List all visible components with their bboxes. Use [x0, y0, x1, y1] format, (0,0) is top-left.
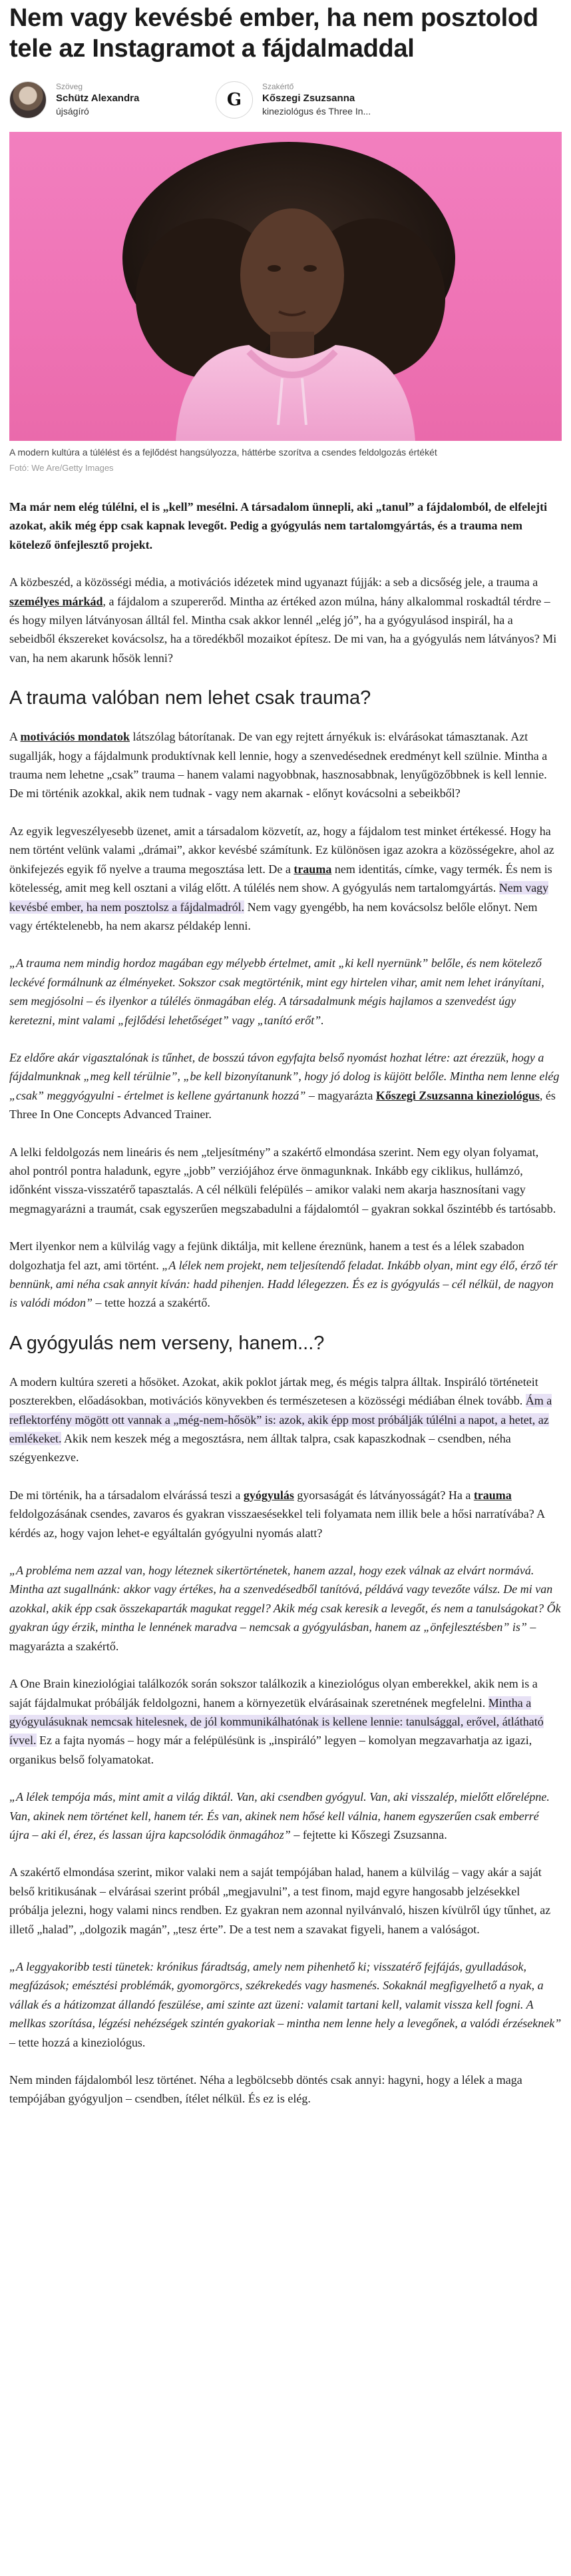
text: látszólag bátorítanak. De van egy rejtett árnyékuk is: elvárásokat támasztanak. Azt sugallják, hogy a fájdalmunk produktívnak kell lennie, hogy a szenvedésednek eredményt kell szülnie. Mintha a trauma nem lehetne „csak” trauma – hanem valami nagyobbnak, hasznosabbnak, lenyűgözőbbnek is kell lennie. De mi történik azokkal, akik nem tudnak - vagy nem akarnak - előnyt kovácsolni a sebeikből?	[9, 730, 548, 801]
paragraph: A szakértő elmondása szerint, mikor valaki nem a saját tempójában halad, hanem a külvilág – vagy akár a saját belső kritikusának – elvárásai szerint próbál „megjavulni”, a test finom, majd egyre hangosabb jelzésekkel próbálja jelezni, hogy valami nincs rendben. Ez gyakran nem azonnal nyilvánvaló, hiszen kívülről úgy tűnhet, az illető „halad”, „dolgozik magán”, „tesz érte”. De a test nem a szavakat figyeli, hanem a valóságot.	[9, 1865, 551, 1936]
author-expert[interactable]	[216, 81, 422, 119]
expert-role: Szakértő	[262, 82, 294, 91]
article-page	[9, 0, 562, 2127]
text: Akik nem keszek még a megosztásra, nem álltak talpra, csak kapaszkodnak – csendben, néha szégyenkezve.	[9, 1432, 511, 1464]
text: A One Brain kineziológiai találkozók során sokszor találkozik a kineziológus olyan emberekkel, akik nem is a saját fájdalmukat próbálják feldolgozni, hanem a környezetük elvárásainak szeretnének megfelelni.	[9, 1677, 538, 1710]
author-name[interactable]: Schütz Alexandra	[56, 93, 140, 104]
paragraph	[9, 1048, 562, 1124]
section-heading: A trauma valóban nem lehet csak trauma?	[9, 687, 371, 709]
paragraph	[9, 573, 562, 667]
text: – fejtette ki Kőszegi Zsuzsanna.	[290, 1827, 447, 1841]
section-heading: A gyógyulás nem verseny, hanem...?	[9, 1332, 325, 1354]
link-gyogyulas[interactable]: gyógyulás	[243, 1488, 294, 1502]
g-logo-icon[interactable]: G	[216, 81, 253, 119]
expert-quote: „A trauma nem mindig hordoz magában egy mélyebb értelmet, amit „ki kell nyernünk” belőle, és nem kötelező leckévé formálnunk az élményeket. Sokszor csak megtörténik, mint egy hirtelen vihar, amit nem lehet irányítani, sem megjósolni – és ilyenkor a túlélés önmagában elég. A társadalmunk mégis hajlamos a szenvedést úgy keretezni, mint valami „fejlődési lehetőséget” vagy „tanító erőt”.	[9, 956, 544, 1027]
author-role: Szöveg	[56, 82, 83, 91]
paragraph	[9, 1373, 562, 1467]
lead-paragraph: Ma már nem elég túlélni, el is „kell” mesélni. A társadalom ünnepli, aki „tanul” a fájdalomból, de elfelejti azokat, akik még épp csak kapnak levegőt. Pedig a gyógyulás nem tartalomgyártás, és a trauma nem kötelező önfejlesztő projekt.	[9, 500, 548, 551]
text: , és Three In One Concepts Advanced Trainer.	[9, 1088, 556, 1122]
image-caption: A modern kultúra a túlélést és a fejlődést hangsúlyozza, háttérbe szorítva a csendes feldolgozás értékét	[9, 447, 437, 458]
quote-text: Ez eldőre akár vigasztalónak is tűnhet, de bosszú távon egyfajta belső nyomást hozhat létre: azt érezzük, hogy a fájdalmunknak „meg kell térülnie”, „be kell bizonyítanunk”, hogy jó dolog is küjött belőle. Mintha nem lenne elég „csak” meggyógyulni - értelmet is kellene gyártanunk hozzá”	[9, 1050, 560, 1102]
text: gyorsaságát és látványosságát? Ha a	[293, 1488, 474, 1502]
text: Ez a fajta nyomás – hogy már a felépülésünk is „inspiráló” legyen – komolyan megzavarhatja az igazi, organikus belső folyamatokat.	[9, 1734, 532, 1766]
paragraph: A lelki feldolgozás nem lineáris és nem „teljesítmény” a szakértő elmondása szerint. Nem egy olyan folyamat, ahol pontról pontra haladunk, egyre „jobb” verziójához érve önmagunknak. Inkább egy ciklikus, hullámzó, időnként vissza-visszatérő tapasztalás. A cél nélküli felépülés – amikor valaki nem akarja hasznosítani vagy megmagyarázni a traumát, csak egyszerűen megszabadulni a fájdalomtól – gyakran sokkal őszintébb és tartósabb.	[9, 1145, 556, 1215]
link-trauma[interactable]: trauma	[293, 862, 332, 876]
text: A modern kultúra szereti a hősöket. Azokat, akik poklot jártak meg, és mégis talpra álltak. Inspiráló történeteit poszterekben, előadásokban, motivációs könyvekben és természetesen a közösségi médiában élnek tovább.	[9, 1375, 538, 1408]
expert-description: kineziológus és Three In...	[262, 106, 371, 117]
article-body	[9, 497, 562, 2108]
quote-text: „A lélek tempója más, mint amit a világ diktál. Van, aki csendben gyógyul. Van, aki visszalép, mielőtt előrelépne. Van, akinek nem történet kell, hanem tér. És van, akinek nem hősé kell válnia, hanem egyszerűen csak emberré újra – aki él, érez, és lassan újra kapcsolódik önmagához”	[9, 1790, 550, 1841]
paragraph	[9, 727, 562, 803]
author-avatar[interactable]	[9, 81, 47, 119]
text: A közbeszéd, a közösségi média, a motivációs idézetek mind ugyanazt fújják: a seb a dicsőség jele, a trauma a	[9, 575, 538, 589]
closing-paragraph: Nem minden fájdalomból lesz történet. Néha a legbölcsebb döntés csak annyi: hagyni, hogy a lélek a maga tempójában gyógyuljon – csendben, ítélet nélkül. És ez is elég.	[9, 2073, 522, 2106]
highlighted-text: Nem vagy kevésbé ember, ha nem posztolsz a fájdalmadról.	[9, 881, 549, 914]
text: Mert ilyenkor nem a külvilág vagy a fejünk diktálja, mit kellene éreznünk, hanem a test és a lélek szabadon dolgozhatja fel azt, ami történt.	[9, 1239, 524, 1272]
text: – tette hozzá a szakértő.	[93, 1296, 210, 1310]
author-writer[interactable]	[9, 81, 216, 119]
article-title: Nem vagy kevésbé ember, ha nem posztolod tele az Instagramot a fájdalmaddal	[9, 4, 538, 63]
paragraph	[9, 1957, 562, 2052]
text: nem identitás, címke, vagy termék. És nem is kötelesség, amit meg kell osztani a világ előtt. A túlélés nem show. A gyógyulás nem tartalomgyártás.	[9, 862, 552, 895]
paragraph	[9, 1561, 562, 1656]
text: , a fájdalom a szupererőd. Mintha az értéked azon múlna, hány alkalommal roskadtál térdre – és hogy milyen látványosan álltál fel. Mintha csak akkor lennél „elég jó”, ha a gyógyulásod inspirál, ha a sebeidből ékszereket kovácsolsz, ha a töredékből mozaikot építesz. De mi van, ha a gyógyulás nem látványos? Mi van, ha nem akarunk hősök lenni?	[9, 594, 557, 665]
text: De mi történik, ha a társadalom elvárássá teszi a	[9, 1488, 244, 1502]
text: – magyarázta	[305, 1088, 376, 1102]
quote-text: „A probléma nem azzal van, hogy léteznek sikertörténetek, hanem azzal, hogy ezek válnak az elvárt normává. Mintha azt sugallnánk: akkor vagy értékes, ha a szenvedésedből tanítóvá, példává vagy tevezőte válsz. De mi van azokkal, akik épp csak összekaparták magukat reggel? Akik még csak keresik a levegőt, és nem a tanulságokat? Ők gyakran úgy érzik, mintha le lennének maradva – nemcsak a gyógyulásban, hanem az „önfejlesztésben” is”	[9, 1564, 561, 1634]
link-szemelyes-markad[interactable]: személyes márkád	[9, 594, 103, 608]
expert-name[interactable]: Kőszegi Zsuzsanna	[262, 93, 355, 104]
link-koszegi-zsuzsanna[interactable]: Kőszegi Zsuzsanna kineziológus	[375, 1088, 540, 1102]
text: Az egyik legveszélyesebb üzenet, amit a társadalom közvetít, az, hogy a fájdalom test minket értékessé. Hogy ha nem történt velünk valami „drámai”, akkor kevésbé számítunk. Ez különösen igaz azokra a közösségekre, ahol az önkifejezés egyik fő nyelve a trauma megosztása lett. De a	[9, 824, 554, 876]
paragraph	[9, 1787, 562, 1844]
hero-image	[9, 132, 562, 441]
paragraph	[9, 1674, 562, 1769]
highlighted-text: Ám a reflektorfény mögött ott vannak a „még-nem-hősök” is: azok, akik épp most próbálják túlélni a napot, a hetet, az emlékeket.	[9, 1394, 552, 1446]
paragraph	[9, 1486, 562, 1542]
text: – magyarázta a szakértő.	[9, 1620, 536, 1653]
author-info	[56, 81, 139, 117]
paragraph	[9, 822, 562, 935]
paragraph	[9, 1237, 562, 1313]
highlighted-text: Mintha a gyógyulásuknak nemcsak hitelesnek, de jól kommunikálhatónak is kellene lennie: tanulsággal, erővel, átlátható ívvel.	[9, 1696, 544, 1748]
link-trauma-2[interactable]: trauma	[473, 1488, 512, 1502]
author-description: újságíró	[56, 106, 89, 117]
link-motivacios-mondatok[interactable]: motivációs mondatok	[20, 730, 130, 744]
text: A	[9, 730, 21, 744]
text: feldolgozásának csendes, zavaros és gyakran visszaesésekkel teli folyamata nem illik bele a hősi narratívába? A kérdés az, hogy vajon lehet-e egyáltalán gyógyulni nyomás alatt?	[9, 1507, 545, 1540]
hero-photo-illustration	[9, 132, 562, 441]
quote-text: „A leggyakoribb testi tünetek: krónikus fáradtság, amely nem pihenhető ki; visszatérő fejfájás, gyulladások, megfázások; emésztési problémák, gyomorgörcs, székrekedés vagy hasmenés. Sokaknál megfigyelhető a nyak, a vállak és a hátizomzat állandó feszülése, ami szinte azt üzeni: valamit tartani kell, valamit vissza kell fogni. A mellkas szorítása, légzési nehézségek szintén gyakoriak – mintha nem lenne hely a levegőnek, a valódi érzéseknek”	[9, 1959, 562, 2031]
expert-info	[262, 81, 371, 117]
author-bar	[9, 81, 562, 129]
text: – tette hozzá a kineziológus.	[9, 2035, 146, 2049]
text: Nem vagy gyengébb, ha nem kovácsolsz belőle előnyt. Nem vagy értéktelenebb, ha nem akarsz példakép lenni.	[9, 900, 538, 932]
image-credit: Fotó: We Are/Getty Images	[9, 463, 114, 473]
quote-text: „A lélek nem projekt, nem teljesítendő feladat. Inkább olyan, mint egy élő, érző tér bennünk, ami néha csak annyit kíván: hadd pihenjen. Hadd lélegezzen. És ez is gyógyulás – cél nélkül, de nagyon is valódi módon”	[9, 1258, 558, 1310]
